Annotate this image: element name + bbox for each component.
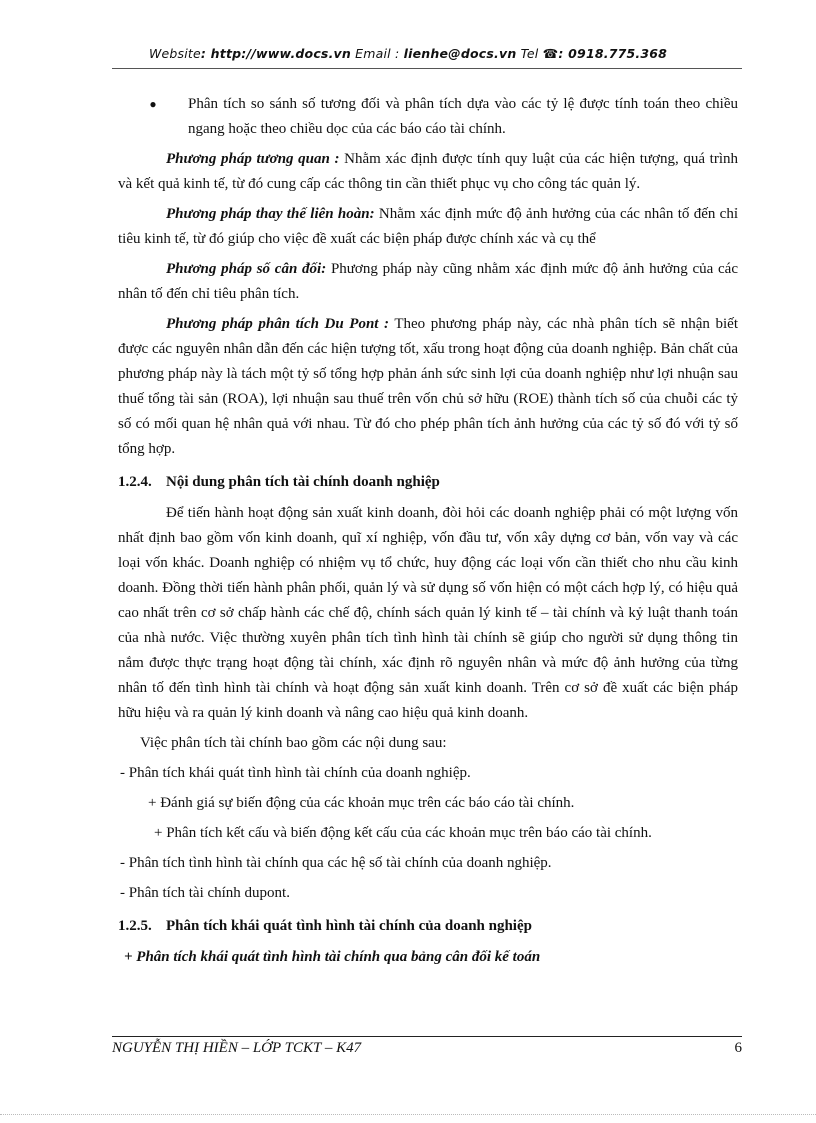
method-term: Phương pháp số cân đối: [166,261,327,277]
method-text: Nhằm xác định được tính quy luật của các hiện tượng, quá trình và kết quả kinh tế, từ đó cung cấp các thông tin cần thiết phục vụ cho công tác quản lý. [118,151,738,192]
method-text: Phương pháp này cũng nhằm xác định mức độ ảnh hưởng của các nhân tố đến chỉ tiêu phân tích. [118,261,738,302]
list-item: - Phân tích tài chính dupont. [120,885,290,901]
tel-label: Tel [516,46,543,61]
footer-rule [112,1036,742,1037]
page-number: 6 [734,1040,742,1056]
method-thay-the-lien-hoan [118,202,738,252]
tel-number: : 0918.775.368 [558,46,668,61]
method-term: Phương pháp thay thế liên hoàn: [166,206,375,222]
method-du-pont [118,312,738,462]
website-label: Website [148,46,201,61]
method-tuong-quan [118,147,738,197]
phone-icon: ☎ [542,46,559,61]
website-link[interactable]: : http://www.docs.vn [200,46,351,61]
content-intro: Việc phân tích tài chính bao gồm các nội dung sau: [140,735,447,751]
email-label: Email : [350,46,404,61]
document-body [118,92,738,970]
list-item: + Phân tích kết cấu và biến động kết cấu của các khoản mục trên báo cáo tài chính. [154,825,652,841]
method-text: Nhằm xác định mức độ ảnh hưởng của các nhân tố đến chỉ tiêu kinh tế, từ đó giúp cho việc đề xuất các biện pháp được chính xác và cụ thể [118,206,738,247]
section-title: Phân tích khái quát tình hình tài chính của doanh nghiệp [166,918,532,934]
bullet-text: Phân tích so sánh số tương đối và phân tích dựa vào các tỷ lệ được tính toán theo chiều ngang hoặc theo chiều dọc của các báo cáo tài chính. [188,96,738,137]
method-term: Phương pháp phân tích Du Pont : [166,316,390,332]
section-title: Nội dung phân tích tài chính doanh nghiệp [166,474,440,490]
footer-author: NGUYỄN THỊ HIỀN – LỚP TCKT – K47 [112,1040,362,1056]
section-heading-124 [118,470,738,495]
list-item: + Đánh giá sự biến động của các khoản mục trên các báo cáo tài chính. [148,795,575,811]
list-item: - Phân tích khái quát tình hình tài chính của doanh nghiệp. [120,765,471,781]
page-header [0,46,816,61]
bullet-item [118,92,738,142]
list-item: - Phân tích tình hình tài chính qua các hệ số tài chính của doanh nghiệp. [120,855,552,871]
section-125-subheading: + Phân tích khái quát tình hình tài chính qua bảng cân đối kế toán [124,949,541,965]
section-number: 1.2.5. [118,918,152,934]
header-rule [112,68,742,69]
bullet-dot-icon: ● [149,97,157,111]
section-number: 1.2.4. [118,474,152,490]
page-break-dots [0,1114,816,1115]
method-term: Phương pháp tương quan : [166,151,340,167]
method-so-can-doi [118,257,738,307]
section-heading-125 [118,914,738,939]
email-link[interactable]: lienhe@docs.vn [403,46,517,61]
section-124-paragraph: Để tiến hành hoạt động sản xuất kinh doanh, đòi hỏi các doanh nghiệp phải có một lượng vốn nhất định bao gồm vốn kinh doanh, quĩ xí nghiệp, vốn đầu tư, vốn xây dựng cơ bản, vốn vay và các loại vốn khác. Doanh nghiệp có nhiệm vụ tổ chức, huy động các loại vốn cần thiết cho nhu cầu kinh doanh. Đồng thời tiến hành phân phối, quản lý và sử dụng số vốn hiện có một cách hợp lý, có hiệu quả cao nhất trên cơ sở chấp hành các chế độ, chính sách quản lý kinh tế – tài chính và kỷ luật thanh toán của nhà nước. Việc thường xuyên phân tích tình hình tài chính sẽ giúp cho người sử dụng thông tin nắm được thực trạng hoạt động tài chính, xác định rõ nguyên nhân và mức độ ảnh hưởng của từng nhân tố đến tình hình tài chính và hoạt động sản xuất kinh doanh. Trên cơ sở đề xuất các biện pháp hữu hiệu và ra quản lý kinh doanh và nâng cao hiệu quả kinh doanh. [118,505,738,721]
method-text: Theo phương pháp này, các nhà phân tích sẽ nhận biết được các nguyên nhân dẫn đến các hiện tượng tốt, xấu trong hoạt động của doanh nghiệp. Bản chất của phương pháp này là tách một tỷ số tổng hợp phản ánh sức sinh lợi của doanh nghiệp như lợi nhuận sau thuế tổng tài sản (ROA), lợi nhuận sau thuế trên vốn chủ sở hữu (ROE) thành tích số của chuỗi các tỷ số có mối quan hệ nhân quả với nhau. Từ đó cho phép phân tích ảnh hưởng của các tỷ số đó với tỷ số tổng hợp. [118,316,738,457]
